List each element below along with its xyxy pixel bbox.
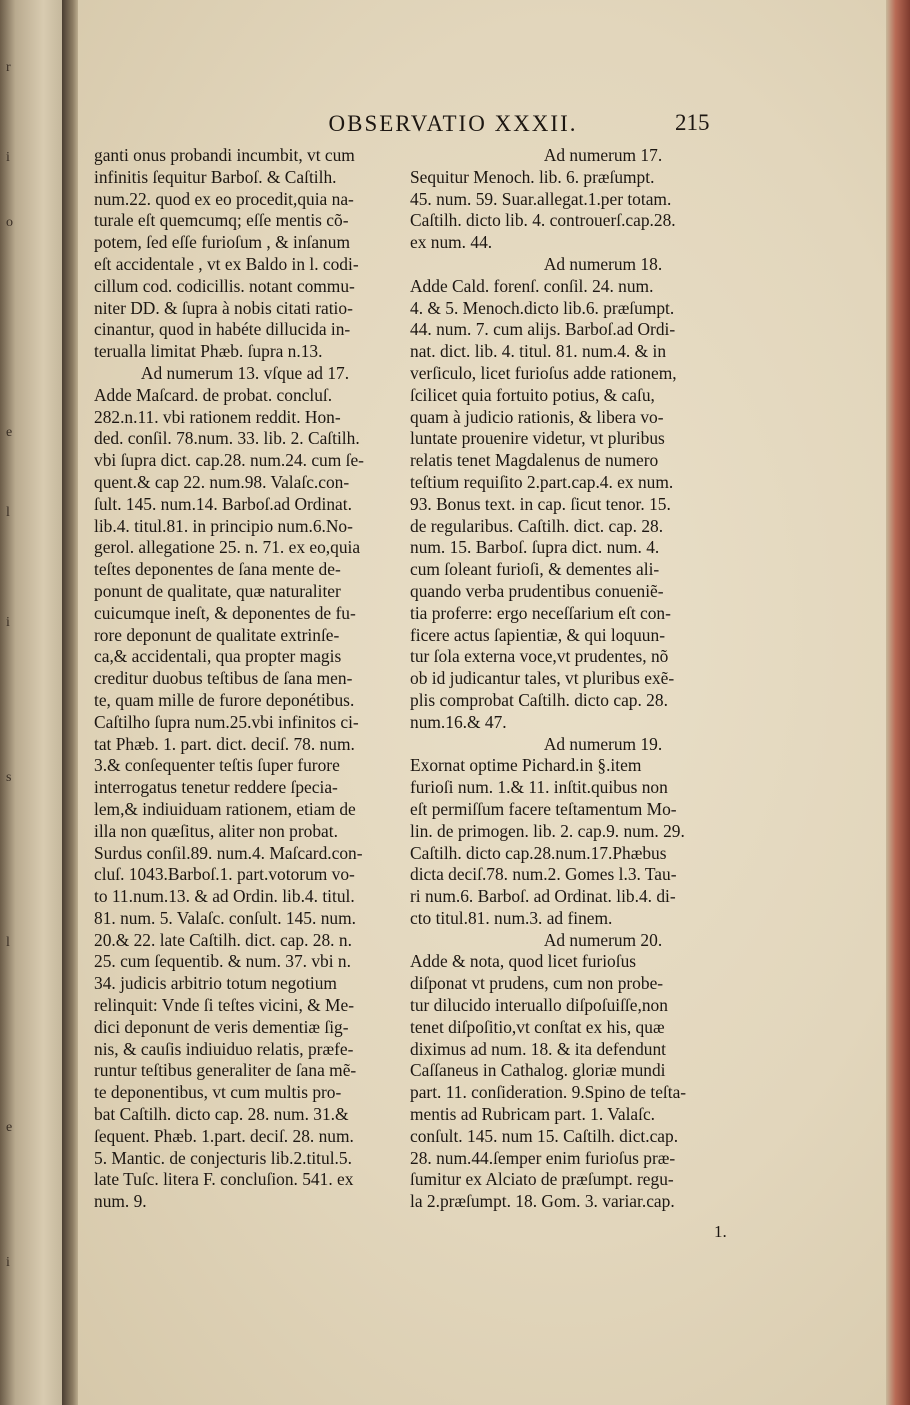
text-line: ri num.6. Barboſ. ad Ordinat. lib.4. di-: [410, 886, 676, 907]
text-line: Surdus conſil.89. num.4. Maſcard.con-: [94, 842, 363, 863]
text-line: cinantur, quod in habéte dillucida in-: [94, 319, 351, 340]
text-line: infinitis ſequitur Barboſ. & Caſtilh.: [94, 166, 337, 187]
text-line: ex num. 44.: [410, 232, 493, 253]
facing-page-glyph: o: [6, 215, 13, 230]
text-line: num.16.& 47.: [410, 711, 507, 732]
text-line: cluſ. 1043.Barboſ.1. part.votorum vo-: [94, 864, 355, 885]
text-line: illa non quæſitus, aliter non probat.: [94, 820, 338, 841]
page-number: 215: [675, 110, 710, 135]
facing-page-glyph: l: [6, 935, 10, 950]
text-line: lib.4. titul.81. in principio num.6.No-: [94, 515, 353, 536]
text-line: luntate prouenire videtur, vt pluribus: [410, 428, 665, 449]
text-line: furioſi num. 1.& 11. inſtit.quibus non: [410, 777, 668, 798]
text-line: 20.& 22. late Caſtilh. dict. cap. 28. n.: [94, 929, 352, 950]
text-line: turale eſt quemcumq; eſſe mentis cõ-: [94, 210, 349, 231]
text-line: quent.& cap 22. num.98. Valaſc.con-: [94, 471, 350, 492]
text-line: ganti onus probandi incumbit, vt cum: [94, 145, 355, 165]
catchword: 1.: [714, 1222, 727, 1241]
text-line: teſtes deponentes de ſana mente de-: [94, 559, 341, 580]
text-line: niter DD. & ſupra à nobis citati ratio-: [94, 297, 353, 318]
text-line: Adde Cald. forenſ. conſil. 24. num.: [410, 275, 654, 296]
text-line: lin. de primogen. lib. 2. cap.9. num. 29.: [410, 820, 685, 841]
text-line: conſult. 145. num 15. Caſtilh. dict.cap.: [410, 1125, 679, 1146]
text-line: to 11.num.13. & ad Ordin. lib.4. titul.: [94, 886, 355, 907]
text-line: verſiculo, licet furioſus adde rationem,: [410, 362, 677, 383]
text-line: Caſtilh. dicto lib. 4. controuerſ.cap.28.: [410, 210, 676, 231]
facing-page-glyph: i: [6, 1255, 10, 1270]
text-line: dicta deciſ.78. num.2. Gomes l.3. Tau-: [410, 864, 677, 885]
text-line: tia proferre: ergo neceſſarium eſt con-: [410, 602, 671, 623]
text-line: interrogatus tenetur reddere ſpecia-: [94, 777, 338, 798]
text-line: ficere actus ſapientiæ, & qui loquun-: [410, 624, 665, 645]
text-line: rore deponunt de qualitate extrinſe-: [94, 624, 340, 645]
text-line: 93. Bonus text. in cap. ſicut tenor. 15.: [410, 493, 671, 514]
text-line: de regularibus. Caſtilh. dict. cap. 28.: [410, 515, 664, 536]
text-line: 282.n.11. vbi rationem reddit. Hon-: [94, 406, 341, 427]
text-line: 45. num. 59. Suar.allegat.1.per totam.: [410, 188, 672, 209]
facing-page-edge: [0, 0, 62, 1405]
text-line: diximus ad num. 18. & ita defendunt: [410, 1038, 666, 1059]
text-line: ponunt de qualitate, quæ naturaliter: [94, 580, 341, 601]
text-line: potem, ſed eſſe furioſum , & inſanum: [94, 232, 350, 253]
text-line: Exornat optime Pichard.in §.item: [410, 755, 642, 776]
right-text-column: [410, 145, 796, 1213]
facing-page-glyph: e: [6, 1120, 13, 1135]
text-line: Sequitur Menoch. lib. 6. præſumpt.: [410, 166, 655, 187]
text-line: Caſſaneus in Cathalog. gloriæ mundi: [410, 1060, 666, 1081]
text-line: num. 15. Barboſ. ſupra dict. num. 4.: [410, 537, 660, 558]
facing-page-glyph: s: [6, 770, 12, 785]
text-line: dici deponunt de veris dementiæ ſig-: [94, 1016, 349, 1037]
text-line: nat. dict. lib. 4. titul. 81. num.4. & in: [410, 341, 667, 362]
text-line: quando verba prudentibus conueniẽ-: [410, 580, 664, 601]
text-line: eſt accidentale , vt ex Baldo in l. codi-: [94, 253, 359, 274]
text-line: creditur duobus teſtibus de ſana men-: [94, 668, 353, 689]
text-line: Caſtilh. dicto cap.28.num.17.Phæbus: [410, 842, 667, 863]
facing-page-glyph: r: [6, 60, 11, 75]
text-line: te, quam mille de furore deponétibus.: [94, 689, 355, 710]
text-line: 44. num. 7. cum alijs. Barboſ.ad Ordi-: [410, 319, 676, 340]
text-line: tur dilucido interuallo diſpoſuiſſe,non: [410, 995, 668, 1016]
text-line: cum ſoleant furioſi, & dementes ali-: [410, 559, 660, 580]
left-text-column: [94, 145, 396, 1213]
text-line: gerol. allegatione 25. n. 71. ex eo,quia: [94, 537, 361, 558]
page-fore-edge: [886, 0, 910, 1405]
text-line: 25. cum ſequentib. & num. 37. vbi n.: [94, 951, 351, 972]
text-line: tenet diſpoſitio,vt conſtat ex his, quæ: [410, 1016, 665, 1037]
text-line: ſumitur ex Alciato de præſumpt. regu-: [410, 1169, 674, 1190]
text-line: quam à judicio rationis, & libera vo-: [410, 406, 664, 427]
text-line: terualla limitat Phæb. ſupra n.13.: [94, 341, 323, 362]
text-line: relatis tenet Magdalenus de numero: [410, 450, 659, 471]
book-page: [78, 0, 886, 1405]
text-line: teſtium requiſito 2.part.cap.4. ex num.: [410, 471, 674, 492]
text-line: Ad numerum 19.: [543, 733, 663, 754]
text-line: 3.& conſequenter teſtis ſuper furore: [94, 755, 340, 776]
text-line: Ad numerum 13. vſque ad 17.: [140, 362, 350, 383]
text-line: tat Phæb. 1. part. dict. deciſ. 78. num.: [94, 733, 355, 754]
text-line: Adde Maſcard. de probat. concluſ.: [94, 384, 333, 405]
text-line: mentis ad Rubricam part. 1. Valaſc.: [410, 1104, 656, 1125]
text-line: cto titul.81. num.3. ad finem.: [410, 907, 613, 928]
text-line: Ad numerum 18.: [543, 253, 663, 274]
text-line: ob id judicantur tales, vt pluribus exẽ-: [410, 668, 675, 689]
text-line: ſequent. Phæb. 1.part. deciſ. 28. num.: [94, 1125, 354, 1146]
text-line: cillum cod. codicillis. notant commu-: [94, 275, 355, 296]
text-line: ca,& accidentali, qua propter magis: [94, 646, 342, 667]
text-line: ſcilicet quia fortuito potius, & caſu,: [410, 384, 655, 405]
facing-page-glyph: e: [6, 425, 13, 440]
text-line: runtur teſtibus generaliter de ſana mẽ-: [94, 1060, 357, 1081]
text-line: part. 11. conſideration. 9.Spino de teſta-: [410, 1082, 687, 1103]
text-line: ded. conſil. 78.num. 33. lib. 2. Caſtilh.: [94, 428, 360, 449]
text-line: 81. num. 5. Valaſc. conſult. 145. num.: [94, 907, 356, 928]
text-line: num. 9.: [94, 1191, 147, 1212]
text-line: lem,& indiuiduam rationem, etiam de: [94, 798, 356, 819]
text-line: 34. judicis arbitrio totum negotium: [94, 973, 337, 994]
text-line: Ad numerum 20.: [543, 929, 663, 950]
text-line: ſult. 145. num.14. Barboſ.ad Ordinat.: [94, 493, 352, 514]
text-line: la 2.præſumpt. 18. Gom. 3. variar.cap.: [410, 1191, 675, 1212]
text-line: late Tuſc. litera F. concluſion. 541. ex: [94, 1169, 354, 1190]
facing-page-glyph: l: [6, 505, 10, 520]
text-line: 4. & 5. Menoch.dicto lib.6. præſumpt.: [410, 297, 675, 318]
text-line: nis, & cauſis indiuiduo relatis, præfe-: [94, 1038, 354, 1059]
text-line: te deponentibus, vt cum multis pro-: [94, 1082, 342, 1103]
facing-page-glyph: i: [6, 150, 10, 165]
running-title: OBSERVATIO XXXII.: [328, 111, 578, 136]
text-line: relinquit: Vnde ſi teſtes vicini, & Me-: [94, 995, 355, 1016]
text-line: plis comprobat Caſtilh. dicto cap. 28.: [410, 689, 668, 710]
text-line: Adde & nota, quod licet furioſus: [410, 951, 637, 972]
facing-page-glyph: i: [6, 615, 10, 630]
text-line: tur ſola externa voce,vt prudentes, nõ: [410, 646, 669, 667]
text-line: vbi ſupra dict. cap.28. num.24. cum ſe-: [94, 450, 364, 471]
text-line: diſponat vt prudens, cum non probe-: [410, 973, 664, 994]
text-line: cuicumque ineſt, & deponentes de fu-: [94, 602, 356, 623]
text-line: eſt permiſſum facere teſtamentum Mo-: [410, 798, 677, 819]
text-line: 5. Mantic. de conjecturis lib.2.titul.5.: [94, 1147, 352, 1168]
text-line: bat Caſtilh. dicto cap. 28. num. 31.&: [94, 1104, 349, 1125]
text-line: Ad numerum 17.: [543, 145, 663, 165]
text-line: num.22. quod ex eo procedit,quia na-: [94, 188, 354, 209]
text-line: 28. num.44.ſemper enim furioſus præ-: [410, 1147, 676, 1168]
text-line: Caſtilho ſupra num.25.vbi infinitos ci-: [94, 711, 359, 732]
